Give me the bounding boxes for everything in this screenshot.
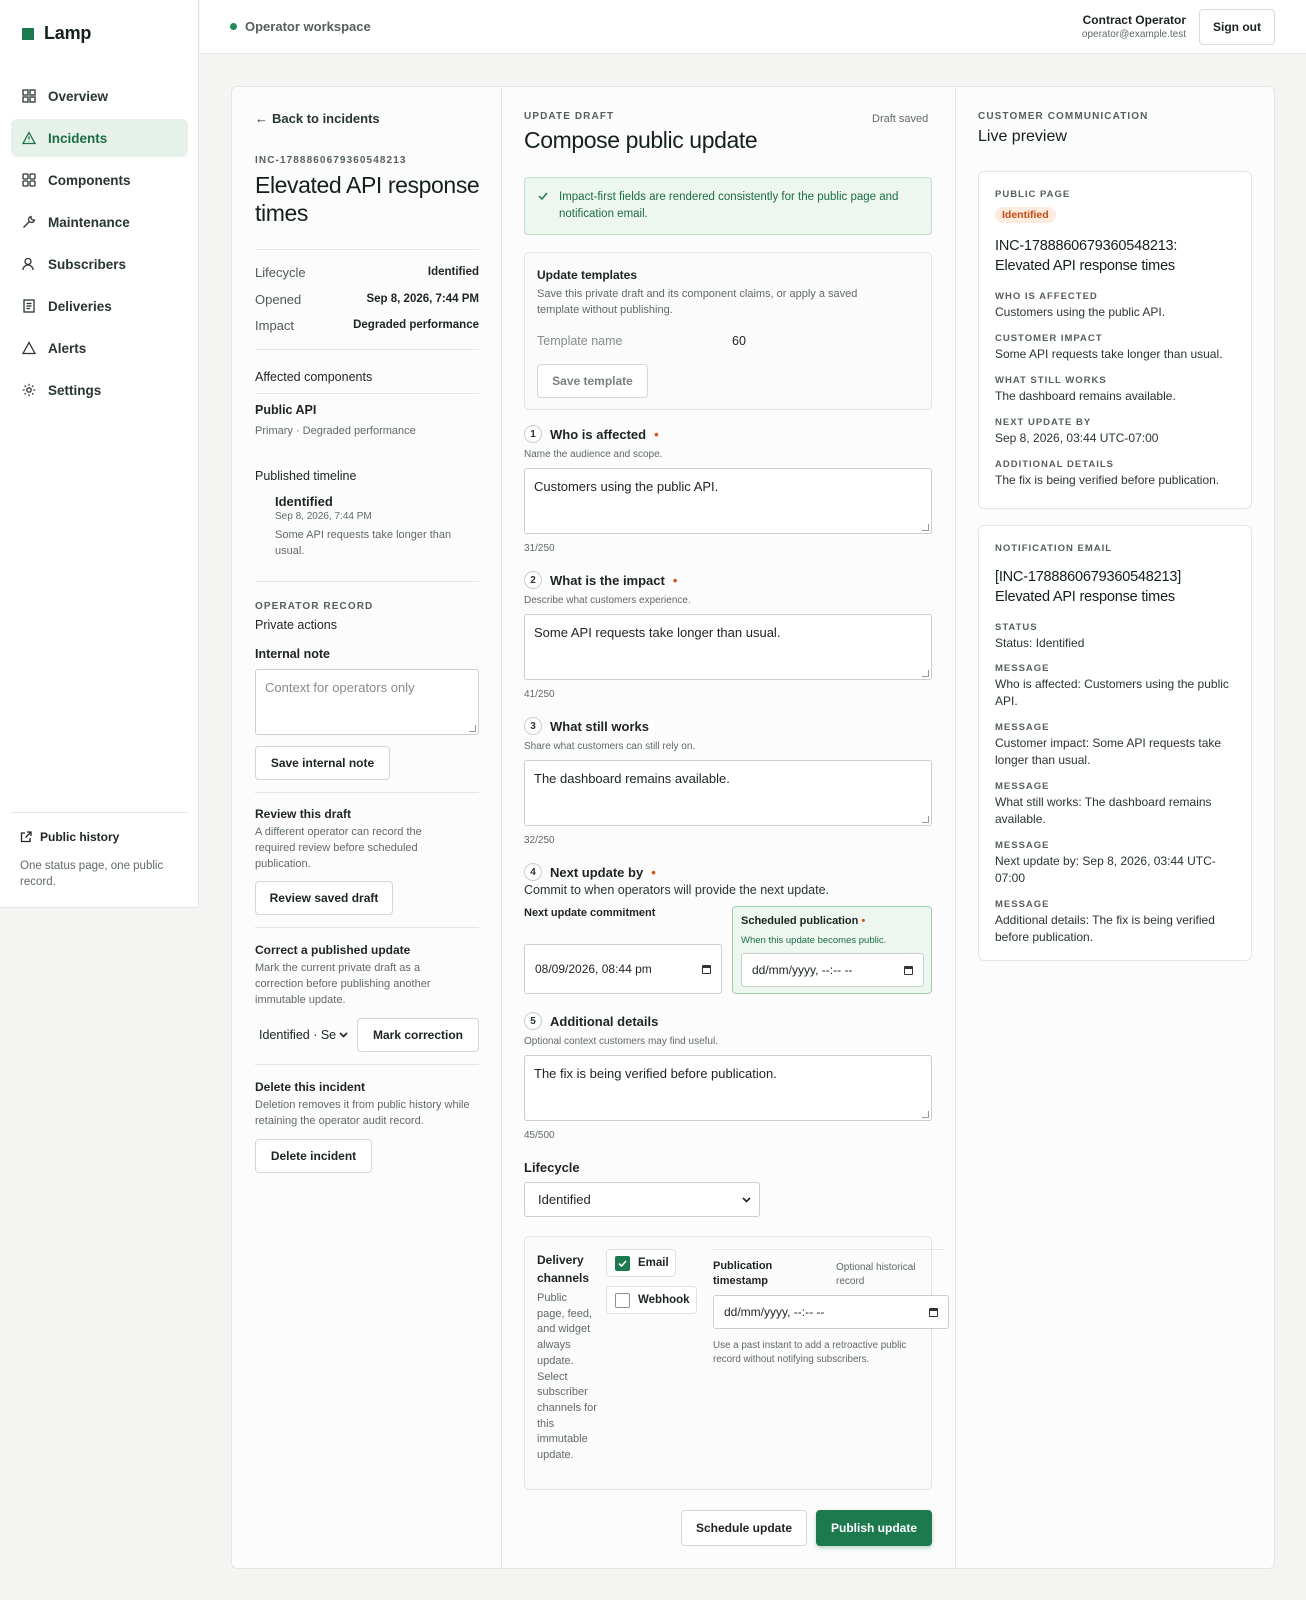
sidebar bbox=[0, 0, 199, 908]
review-saved-draft-button[interactable]: Review saved draft bbox=[255, 881, 393, 915]
back-to-incidents-link[interactable] bbox=[255, 111, 380, 126]
column-divider bbox=[501, 87, 502, 1568]
update-draft-eyebrow: UPDATE DRAFT bbox=[524, 111, 615, 122]
component-name: Public API bbox=[255, 403, 317, 417]
back-label: Back to incidents bbox=[272, 111, 380, 126]
field-title: Next update by bbox=[550, 864, 644, 880]
webhook-channel-label: Webhook bbox=[638, 1294, 690, 1306]
preview-row-key: NEXT UPDATE BY bbox=[995, 417, 1092, 428]
correct-update-description: Mark the current private draft as a correction before publishing another immutable update. bbox=[255, 962, 431, 1006]
timeline-status: Identified bbox=[275, 494, 333, 509]
field-help: Name the audience and scope. bbox=[524, 449, 663, 460]
public-page-rows bbox=[995, 291, 1245, 501]
status-dot-icon bbox=[230, 23, 237, 30]
field-help: Share what customers can still rely on. bbox=[524, 741, 696, 752]
preview-row bbox=[995, 840, 1235, 899]
templates-description: Save this private draft and its component claims, or apply a saved template without publishing. bbox=[537, 288, 858, 316]
required-marker: • bbox=[651, 864, 656, 880]
preview-row bbox=[995, 375, 1245, 417]
datetime-value: dd/mm/yyyy, --:-- -- bbox=[724, 1305, 825, 1319]
preview-row-value: The dashboard remains available. bbox=[995, 389, 1176, 403]
sidebar-item-label: Alerts bbox=[48, 340, 87, 356]
sign-out-button[interactable]: Sign out bbox=[1199, 9, 1275, 45]
scheduled-label-text: Scheduled publication bbox=[741, 915, 859, 927]
customer-communication-eyebrow: CUSTOMER COMMUNICATION bbox=[978, 111, 1149, 122]
step-number: 4 bbox=[524, 863, 542, 881]
incident-title: Elevated API response times bbox=[255, 172, 480, 226]
scheduled-publication-panel bbox=[732, 906, 932, 994]
template-name-input[interactable]: 60 bbox=[732, 334, 746, 348]
resize-handle-icon bbox=[922, 1111, 929, 1118]
required-marker: • bbox=[861, 915, 866, 927]
field-title: Who is affected bbox=[550, 426, 647, 442]
preview-row-key: ADDITIONAL DETAILS bbox=[995, 459, 1114, 470]
field-title: What is the impact bbox=[550, 572, 665, 588]
column-divider bbox=[955, 87, 956, 1568]
operator-record-eyebrow: OPERATOR RECORD bbox=[255, 601, 374, 612]
sidebar-item-deliveries[interactable] bbox=[11, 287, 188, 325]
user-icon bbox=[22, 257, 36, 271]
compose-title: Compose public update bbox=[524, 127, 758, 153]
sidebar-item-maintenance[interactable] bbox=[11, 203, 188, 241]
sidebar-nav bbox=[11, 77, 188, 413]
preview-row-value: Customers using the public API. bbox=[995, 305, 1166, 319]
divider bbox=[255, 1064, 479, 1065]
public-history-section bbox=[11, 812, 188, 890]
checkbox-checked-icon bbox=[615, 1256, 630, 1271]
calendar-icon bbox=[904, 966, 913, 975]
field-header bbox=[524, 717, 649, 735]
preview-row-key: WHAT STILL WORKS bbox=[995, 375, 1107, 386]
required-marker: • bbox=[672, 572, 678, 588]
public-history-description: One status page, one public record. bbox=[20, 860, 164, 888]
sidebar-item-label: Maintenance bbox=[48, 214, 130, 230]
check-icon bbox=[538, 192, 548, 200]
meta-row bbox=[255, 290, 479, 308]
topbar bbox=[200, 0, 1306, 54]
notice-text: Impact-first fields are rendered consistently for the public page and notification email. bbox=[559, 191, 899, 220]
divider bbox=[255, 927, 479, 928]
notification-email-title: [INC-1788860679360548213] Elevated API response times bbox=[995, 569, 1182, 605]
textarea-value: Customers using the public API. bbox=[534, 479, 719, 494]
publish-update-button[interactable]: Publish update bbox=[816, 1510, 932, 1546]
sidebar-item-overview[interactable] bbox=[11, 77, 188, 115]
sidebar-item-label: Incidents bbox=[48, 130, 108, 146]
webhook-channel-checkbox[interactable] bbox=[606, 1286, 697, 1314]
sidebar-item-label: Components bbox=[48, 172, 131, 188]
preview-row bbox=[995, 291, 1245, 333]
resize-handle-icon bbox=[469, 725, 476, 732]
sidebar-item-label: Subscribers bbox=[48, 256, 127, 272]
timeline-time: Sep 8, 2026, 7:44 PM bbox=[275, 511, 372, 522]
preview-row-value: Some API requests take longer than usual. bbox=[995, 347, 1223, 361]
user-email: operator@example.test bbox=[1081, 29, 1186, 40]
field-title: What still works bbox=[550, 718, 649, 734]
field-header bbox=[524, 425, 659, 443]
notification-email-rows bbox=[995, 622, 1235, 958]
warning-triangle-icon bbox=[22, 341, 36, 355]
field-header bbox=[524, 571, 677, 589]
meta-value: Identified bbox=[427, 266, 479, 278]
warning-triangle-icon bbox=[22, 131, 36, 145]
step-number: 3 bbox=[524, 717, 542, 735]
internal-note-label: Internal note bbox=[255, 647, 331, 661]
lifecycle-value: Identified bbox=[538, 1192, 591, 1207]
operator-record-subtitle: Private actions bbox=[255, 618, 337, 632]
template-name-label: Template name bbox=[537, 334, 623, 348]
grid-icon bbox=[22, 173, 36, 187]
publication-timestamp-input[interactable] bbox=[713, 1295, 949, 1329]
preview-row bbox=[995, 899, 1235, 958]
preview-row-value: What still works: The dashboard remains available. bbox=[995, 795, 1212, 826]
correct-update-title: Correct a published update bbox=[255, 943, 411, 957]
workspace-label: Operator workspace bbox=[245, 19, 371, 34]
email-channel-label: Email bbox=[638, 1257, 669, 1269]
scheduled-publication-label bbox=[741, 915, 865, 927]
field-help: Describe what customers experience. bbox=[524, 595, 691, 606]
app-name: Lamp bbox=[44, 23, 92, 43]
sidebar-item-label: Overview bbox=[48, 88, 109, 104]
preview-row bbox=[995, 663, 1235, 722]
timeline-text: Some API requests take longer than usual. bbox=[275, 529, 452, 557]
public-page-title: INC-1788860679360548213: Elevated API response times bbox=[995, 238, 1178, 274]
textarea-value: The fix is being verified before publication. bbox=[534, 1066, 777, 1081]
review-draft-description: A different operator can record the required review before scheduled publication. bbox=[255, 826, 422, 870]
meta-row bbox=[255, 263, 479, 281]
external-link-icon bbox=[20, 831, 32, 843]
meta-label: Lifecycle bbox=[255, 264, 306, 280]
datetime-value: 08/09/2026, 08:44 pm bbox=[535, 962, 652, 976]
lifecycle-label: Lifecycle bbox=[524, 1160, 580, 1175]
calendar-icon bbox=[929, 1308, 938, 1317]
step-number: 2 bbox=[524, 571, 542, 589]
next-commit-label: Next update commitment bbox=[524, 907, 656, 919]
delete-incident-title: Delete this incident bbox=[255, 1080, 366, 1094]
field-help: Commit to when operators will provide the next update. bbox=[524, 883, 830, 897]
additional-details-textarea[interactable] bbox=[524, 1055, 932, 1121]
info-notice bbox=[524, 177, 932, 235]
live-preview-title: Live preview bbox=[978, 128, 1067, 145]
field-title: Additional details bbox=[550, 1013, 659, 1029]
preview-row-key: MESSAGE bbox=[995, 840, 1050, 851]
calendar-icon bbox=[702, 965, 711, 974]
preview-row-key: WHO IS AFFECTED bbox=[995, 291, 1098, 302]
preview-row-key: MESSAGE bbox=[995, 899, 1050, 910]
preview-row-key: MESSAGE bbox=[995, 722, 1050, 733]
sun-gear-icon bbox=[22, 383, 36, 397]
scheduled-publication-help: When this update becomes public. bbox=[741, 935, 887, 946]
meta-value: Sep 8, 2026, 7:44 PM bbox=[366, 293, 479, 305]
textarea-value: The dashboard remains available. bbox=[534, 771, 730, 786]
preview-row-key: MESSAGE bbox=[995, 781, 1050, 792]
incident-id: INC-1788860679360548213 bbox=[255, 155, 407, 166]
save-template-button[interactable]: Save template bbox=[537, 364, 648, 398]
checkbox-unchecked-icon bbox=[615, 1293, 630, 1308]
update-templates-panel bbox=[524, 252, 932, 410]
delivery-channels-description: Public page, feed, and widget always update. Select subscriber channels for this immutable update. bbox=[537, 1292, 597, 1462]
sidebar-item-subscribers[interactable] bbox=[11, 245, 188, 283]
step-number: 1 bbox=[524, 425, 542, 443]
scheduled-publication-input[interactable] bbox=[741, 953, 924, 987]
delivery-channels-title: Delivery channels bbox=[537, 1253, 590, 1285]
timeline-entry bbox=[275, 494, 479, 559]
step-number: 5 bbox=[524, 1012, 542, 1030]
preview-row bbox=[995, 722, 1235, 781]
lifecycle-select[interactable] bbox=[524, 1182, 760, 1217]
internal-note-input[interactable] bbox=[255, 669, 479, 735]
preview-row-key: STATUS bbox=[995, 622, 1038, 633]
arrow-left-icon: ← bbox=[255, 111, 268, 126]
character-counter: 45/500 bbox=[524, 1130, 555, 1141]
delivery-panel bbox=[524, 1236, 932, 1490]
grid-icon bbox=[22, 89, 36, 103]
resize-handle-icon bbox=[922, 816, 929, 823]
preview-row-value: Status: Identified bbox=[995, 636, 1085, 650]
divider bbox=[255, 792, 479, 793]
delete-incident-button[interactable]: Delete incident bbox=[255, 1139, 372, 1173]
chevron-down-icon bbox=[339, 1032, 348, 1038]
divider bbox=[255, 581, 479, 582]
sidebar-item-alerts[interactable] bbox=[11, 329, 188, 367]
sidebar-item-components[interactable] bbox=[11, 161, 188, 199]
field-header bbox=[524, 1012, 658, 1030]
preview-row bbox=[995, 459, 1245, 501]
resize-handle-icon bbox=[922, 670, 929, 677]
character-counter: 41/250 bbox=[524, 689, 555, 700]
field-header bbox=[524, 863, 656, 881]
affected-components-heading: Affected components bbox=[255, 370, 373, 384]
divider bbox=[255, 249, 479, 250]
delete-incident-description: Deletion removes it from public history while retaining the operator audit record. bbox=[255, 1099, 470, 1127]
component-meta: Primary · Degraded performance bbox=[255, 425, 416, 437]
textarea-value: Some API requests take longer than usual. bbox=[534, 625, 781, 640]
character-counter: 32/250 bbox=[524, 835, 555, 846]
public-history-title: Public history bbox=[40, 830, 120, 844]
list-document-icon bbox=[22, 299, 36, 313]
still-works-textarea[interactable] bbox=[524, 760, 932, 826]
publication-timestamp-label: Publication timestamp bbox=[713, 1260, 773, 1287]
correction-target-select[interactable] bbox=[255, 1018, 352, 1052]
public-history-link[interactable] bbox=[20, 830, 179, 844]
preview-row bbox=[995, 333, 1245, 375]
notification-email-eyebrow: NOTIFICATION EMAIL bbox=[995, 543, 1113, 554]
divider bbox=[255, 349, 479, 350]
public-page-eyebrow: PUBLIC PAGE bbox=[995, 189, 1071, 200]
draft-saved-status: Draft saved bbox=[872, 113, 929, 125]
datetime-value: dd/mm/yyyy, --:-- -- bbox=[752, 963, 853, 977]
next-update-datetime-input[interactable] bbox=[524, 944, 722, 994]
resize-handle-icon bbox=[922, 524, 929, 531]
preview-row-key: CUSTOMER IMPACT bbox=[995, 333, 1103, 344]
sidebar-item-settings[interactable] bbox=[11, 371, 188, 409]
meta-label: Opened bbox=[255, 291, 302, 307]
divider bbox=[712, 1249, 945, 1250]
workspace-indicator bbox=[230, 19, 371, 34]
published-timeline-heading: Published timeline bbox=[255, 469, 357, 483]
meta-row bbox=[255, 316, 479, 334]
required-marker: • bbox=[654, 426, 659, 442]
preview-row-value: Who is affected: Customers using the public API. bbox=[995, 677, 1229, 708]
wrench-icon bbox=[22, 215, 36, 229]
chevron-down-icon bbox=[742, 1197, 751, 1203]
divider bbox=[255, 393, 479, 394]
impact-textarea[interactable] bbox=[524, 614, 932, 680]
preview-row-key: MESSAGE bbox=[995, 663, 1050, 674]
logo-mark-icon bbox=[22, 28, 34, 40]
preview-row-value: Customer impact: Some API requests take longer than usual. bbox=[995, 736, 1222, 767]
correction-target-value: Identified · Se bbox=[259, 1028, 337, 1042]
status-badge: Identified bbox=[995, 207, 1056, 223]
user-name: Contract Operator bbox=[1082, 13, 1186, 27]
preview-row-value: The fix is being verified before publication. bbox=[995, 473, 1220, 487]
schedule-update-button[interactable]: Schedule update bbox=[681, 1510, 807, 1546]
public-page-preview bbox=[978, 171, 1252, 509]
preview-row-value: Sep 8, 2026, 03:44 UTC-07:00 bbox=[995, 431, 1159, 445]
preview-row bbox=[995, 417, 1245, 459]
publication-timestamp-help: Use a past instant to add a retroactive public record without notifying subscribers. bbox=[713, 1340, 907, 1365]
preview-row bbox=[995, 781, 1235, 840]
internal-note-placeholder: Context for operators only bbox=[265, 680, 415, 695]
templates-title: Update templates bbox=[537, 268, 638, 282]
publication-timestamp-optional: Optional historical record bbox=[836, 1262, 916, 1287]
logo[interactable] bbox=[22, 23, 91, 44]
incident-editor-card bbox=[231, 86, 1275, 1569]
preview-row bbox=[995, 622, 1235, 663]
preview-row-value: Additional details: The fix is being verified before publication. bbox=[995, 913, 1215, 944]
sidebar-item-label: Deliveries bbox=[48, 298, 112, 314]
incident-meta bbox=[255, 263, 479, 334]
who-affected-textarea[interactable] bbox=[524, 468, 932, 534]
user-info bbox=[1082, 13, 1186, 40]
meta-value: Degraded performance bbox=[353, 319, 479, 331]
review-draft-title: Review this draft bbox=[255, 807, 352, 821]
character-counter: 31/250 bbox=[524, 543, 555, 554]
preview-row-value: Next update by: Sep 8, 2026, 03:44 UTC-07:00 bbox=[995, 854, 1216, 885]
field-help: Optional context customers may find useful. bbox=[524, 1036, 718, 1047]
save-internal-note-button[interactable]: Save internal note bbox=[255, 746, 390, 780]
notification-email-preview bbox=[978, 525, 1252, 961]
mark-correction-button[interactable]: Mark correction bbox=[357, 1018, 479, 1052]
sidebar-item-incidents[interactable] bbox=[11, 119, 188, 157]
meta-label: Impact bbox=[255, 317, 295, 333]
email-channel-checkbox[interactable] bbox=[606, 1249, 676, 1277]
sidebar-item-label: Settings bbox=[48, 382, 102, 398]
